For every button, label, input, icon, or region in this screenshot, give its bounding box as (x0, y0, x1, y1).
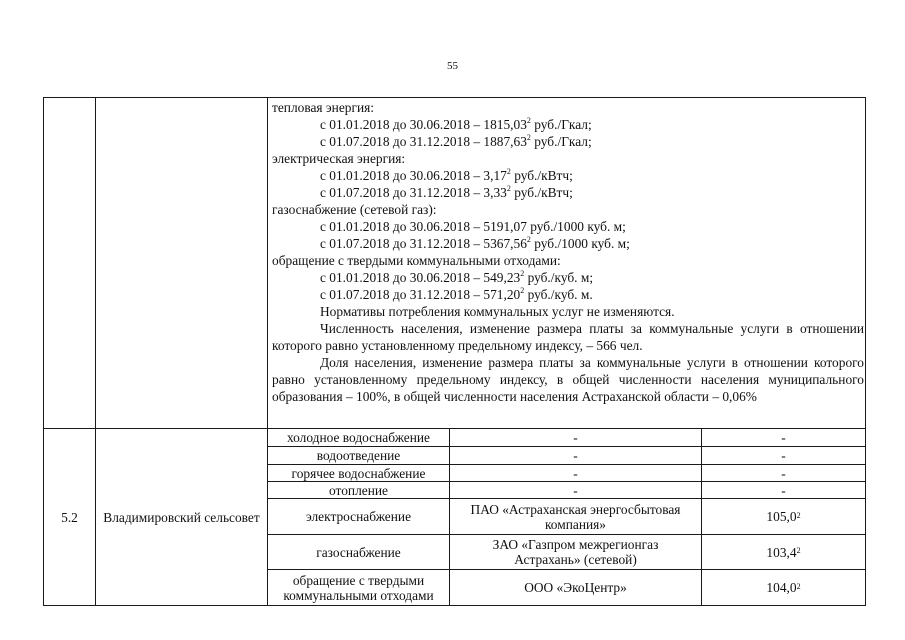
service-name: электроснабжение (305, 509, 412, 524)
index-value: - (781, 465, 786, 481)
service-name: газоснабжение (316, 544, 401, 560)
paragraph-population: Численность населения, изменение размера платы за коммунальные услуги в отношении которого равно установленному предельному индексу, – 566 чел. (272, 321, 864, 353)
page-number: 55 (447, 60, 458, 72)
index-value: 103,4 $^2$ (766, 544, 801, 560)
tariff-line: с 01.01.2018 до 30.06.2018 – 3,17$^2$ руб./кВтч; (320, 166, 573, 183)
tariff-header-electricity: электрическая энергия: (272, 151, 406, 166)
tariff-line: с 01.01.2018 до 30.06.2018 – 5191,07 руб./1000 куб. м; (320, 219, 626, 234)
index-value: - (781, 482, 786, 498)
provider-name: - (573, 465, 578, 481)
provider-name: - (573, 448, 578, 463)
document-table (43, 97, 866, 606)
paragraph-norms: Нормативы потребления коммунальных услуг не изменяются. (320, 304, 675, 319)
service-name: горячее водоснабжение (291, 465, 426, 481)
index-value: 105,0 $^2$ (766, 509, 801, 524)
tariff-line: с 01.07.2018 до 31.12.2018 – 1887,63$^2$ руб./Гкал; (320, 132, 592, 149)
tariff-line: с 01.07.2018 до 31.12.2018 – 571,20$^2$ руб./куб. м. (320, 285, 593, 302)
tariff-line: с 01.01.2018 до 30.06.2018 – 549,23$^2$ руб./куб. м; (320, 268, 594, 285)
index-value: - (781, 430, 786, 445)
table-border-right (865, 97, 866, 606)
provider-name: ПАО «Астраханская энергосбытовая компания» (470, 501, 681, 532)
table-border-top (43, 97, 866, 98)
service-name: отопление (329, 482, 388, 498)
table-border-bottom (43, 605, 866, 606)
tariff-header-gas: газоснабжение (сетевой газ): (272, 202, 437, 217)
tariff-header-waste: обращение с твердыми коммунальными отходами: (272, 253, 561, 268)
tariff-line: с 01.01.2018 до 30.06.2018 – 1815,03$^2$ руб./Гкал; (320, 115, 592, 132)
service-name: водоотведение (316, 448, 401, 463)
tariff-line: с 01.07.2018 до 31.12.2018 – 3,33$^2$ руб./кВтч; (320, 183, 573, 200)
tariff-line: с 01.07.2018 до 31.12.2018 – 5367,56$^2$ руб./1000 куб. м; (320, 234, 630, 251)
municipality-name: Владимировский сельсовет (103, 509, 260, 525)
provider-name: ЗАО «Газпром межрегионгаз Астрахань» (сетевой) (492, 537, 659, 567)
row-number: 5.2 (61, 509, 78, 525)
provider-name: - (573, 430, 578, 445)
index-value: 104,0 $^2$ (766, 580, 801, 595)
provider-name: ООО «ЭкоЦентр» (524, 580, 627, 595)
tariff-header-heat: тепловая энергия: (272, 100, 375, 115)
provider-name: - (573, 482, 578, 498)
service-name: холодное водоснабжение (286, 430, 431, 445)
paragraph-share: Доля населения, изменение размера платы за коммунальные услуги в отношении которого равно установленному предельному индексу, в общей численности населения муниципального образования – 100%, в общей численности населения Астраханской области – 0,06% (272, 355, 864, 404)
index-value: - (781, 448, 786, 463)
service-name: обращение с твердыми коммунальными отходами (283, 572, 434, 603)
